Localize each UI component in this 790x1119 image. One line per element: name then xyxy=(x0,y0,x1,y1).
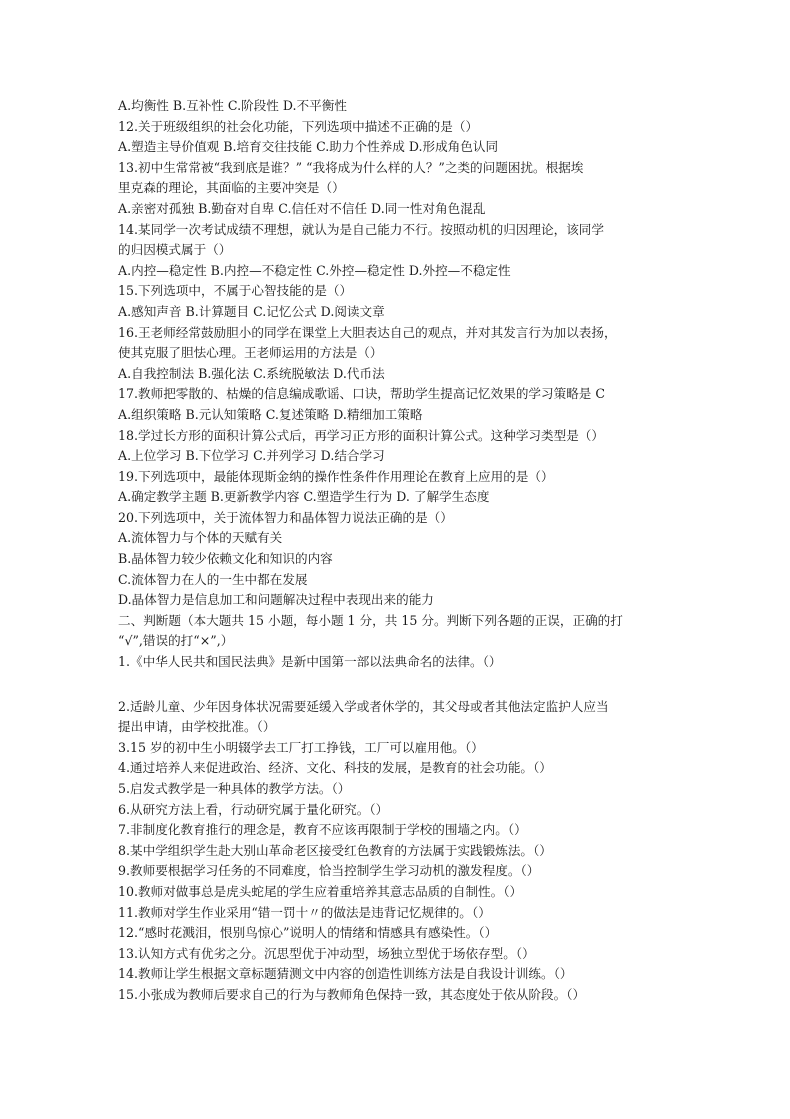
option-20-d: D.晶体智力是信息加工和问题解决过程中表现出来的能力 xyxy=(118,592,434,608)
option-20-b: B.晶体智力较少依赖文化和知识的内容 xyxy=(118,551,333,567)
question-14-cont: 的归因模式属于（） xyxy=(118,242,232,258)
question-19: 19.下列选项中，最能体现斯金纳的操作性条件作用理论在教育上应用的是（） xyxy=(118,468,554,484)
judgment-9: 9.教师要根据学习任务的不同难度，恰当控制学生学习动机的激发程度。（） xyxy=(118,863,540,879)
judgment-8: 8.某中学组织学生赴大别山革命老区接受红色教育的方法属于实践锻炼法。（） xyxy=(118,842,552,858)
judgment-4: 4.通过培养人来促进政治、经济、文化、科技的发展，是教育的社会功能。（） xyxy=(118,760,552,776)
question-12: 12.关于班级组织的社会化功能，下列选项中描述不正确的是（） xyxy=(118,118,479,134)
judgment-14: 14.教师让学生根据文章标题猜测文中内容的创造性训练方法是自我设计训练。（） xyxy=(118,966,573,982)
blank-line xyxy=(118,673,678,697)
question-18: 18.学过长方形的面积计算公式后，再学习正方形的面积计算公式。这种学习类型是（） xyxy=(118,427,604,443)
judgment-2-cont: 提出申请，由学校批准。（） xyxy=(118,719,276,735)
options-15: A.感知声音 B.计算题目 C.记忆公式 D.阅读文章 xyxy=(118,303,385,319)
judgment-6: 6.从研究方法上看，行动研究属于量化研究。（） xyxy=(118,801,389,817)
judgment-3: 3.15 岁的初中生小明辍学去工厂打工挣钱，工厂可以雇用他。（） xyxy=(118,739,484,755)
options-18: A.上位学习 B.下位学习 C.并列学习 D.结合学习 xyxy=(118,448,385,464)
question-15: 15.下列选项中，不属于心智技能的是（） xyxy=(118,283,353,299)
judgment-15: 15.小张成为教师后要求自己的行为与教师角色保持一致，其态度处于依从阶段。（） xyxy=(118,986,586,1002)
question-13-cont: 里克森的理论，其面临的主要冲突是（） xyxy=(118,180,345,196)
question-20: 20.下列选项中，关于流体智力和晶体智力说法正确的是（） xyxy=(118,509,453,525)
options-16: A.自我控制法 B.强化法 C.系统脱敏法 D.代币法 xyxy=(118,365,385,381)
judgment-2: 2.适龄儿童、少年因身体状况需要延缓入学或者休学的，其父母或者其他法定监护人应当 xyxy=(118,698,609,714)
document-page xyxy=(118,96,678,1006)
judgment-13: 13.认知方式有优劣之分。沉思型优于冲动型，场独立型优于场依存型。（） xyxy=(118,945,535,961)
question-14: 14.某同学一次考试成绩不理想，就认为是自己能力不行。按照动机的归因理论，该同学 xyxy=(118,221,604,237)
section-heading-judgment: 二、判断题（本大题共 15 小题，每小题 1 分，共 15 分。判断下列各题的正误，正确的打 xyxy=(118,612,623,628)
options-19: A.确定教学主题 B.更新教学内容 C.塑造学生行为 D. 了解学生态度 xyxy=(118,489,490,505)
option-20-c: C.流体智力在人的一生中都在发展 xyxy=(118,571,308,587)
question-16-cont: 使其克服了胆怯心理。王老师运用的方法是（） xyxy=(118,345,383,361)
question-16: 16.王老师经常鼓励胆小的同学在课堂上大胆表达自己的观点，并对其发言行为加以表扬， xyxy=(118,324,617,340)
options-14: A.内控—稳定性 B.内控—不稳定性 C.外控—稳定性 D.外控—不稳定性 xyxy=(118,262,511,278)
judgment-1: 1.《中华人民共和国民法典》是新中国第一部以法典命名的法律。（） xyxy=(118,654,502,670)
judgment-5: 5.启发式教学是一种具体的教学方法。（） xyxy=(118,781,351,796)
options-12: A.塑造主导价值观 B.培育交往技能 C.助力个性养成 D.形成角色认同 xyxy=(118,139,499,155)
section-heading-judgment-cont: “√”,错误的打“×”,） xyxy=(118,633,234,649)
judgment-7: 7.非制度化教育推行的理念是，教育不应该再限制于学校的围墙之内。（） xyxy=(118,822,527,838)
judgment-11: 11.教师对学生作业采用“错一罚十〃的做法是违背记忆规律的。（） xyxy=(118,904,491,920)
options-13: A.亲密对孤独 B.勤奋对自卑 C.信任对不信任 D.同一性对角色混乱 xyxy=(118,200,486,216)
question-13: 13.初中生常常被“我到底是谁？” “我将成为什么样的人？”之类的问题困扰。根据埃 xyxy=(118,159,584,175)
option-line: A.均衡性 B.互补性 C.阶段性 D.不平衡性 xyxy=(118,98,347,113)
judgment-12: 12.“感时花溅泪，恨别鸟惊心”说明人的情绪和情感具有感染性。（） xyxy=(118,925,498,941)
question-17: 17.教师把零散的、枯燥的信息编成歌谣、口诀，帮助学生提高记忆效果的学习策略是 C xyxy=(118,386,606,402)
options-17: A.组织策略 B.元认知策略 C.复述策略 D.精细加工策略 xyxy=(118,406,423,422)
judgment-10: 10.教师对做事总是虎头蛇尾的学生应着重培养其意志品质的自制性。（） xyxy=(118,883,523,899)
option-20-a: A.流体智力与个体的天赋有关 xyxy=(118,530,283,546)
